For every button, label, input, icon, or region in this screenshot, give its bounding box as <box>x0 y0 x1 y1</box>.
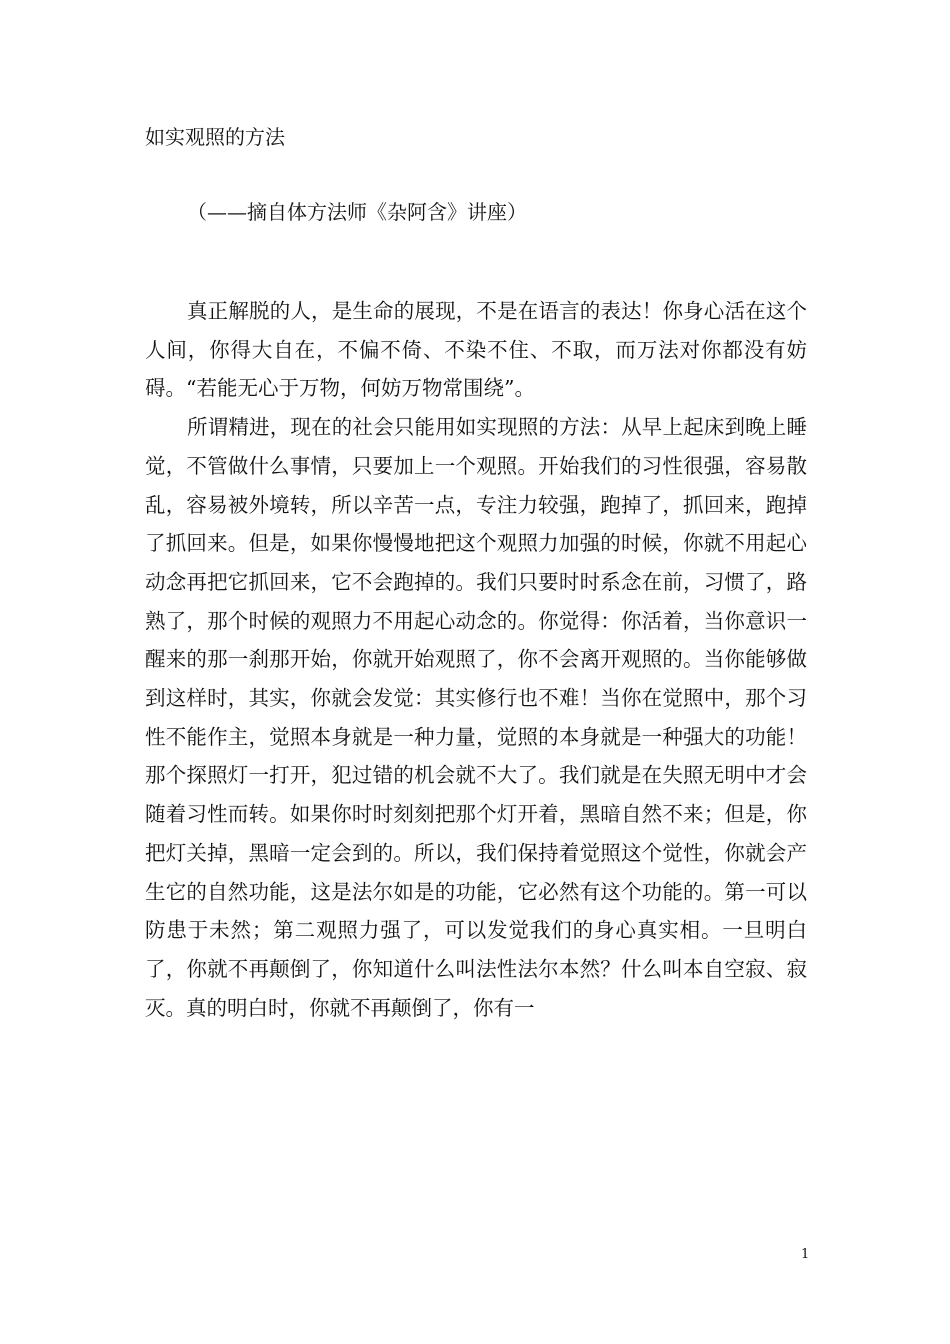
paragraph-1: 真正解脱的人，是生命的展现，不是在语言的表达！你身心活在这个人间，你得大自在，不偏不倚、不染不住、不取，而万法对你都没有妨碍。“若能无心于万物，何妨万物常围绕”。 <box>145 299 807 401</box>
document-body <box>145 292 807 1027</box>
paragraph-2: 所谓精进，现在的社会只能用如实现照的方法：从早上起床到晚上睡觉，不管做什么事情，只要加上一个观照。开始我们的习性很强，容易散乱，容易被外境转，所以辛苦一点，专注力较强，跑掉了，抓回来，跑掉了抓回来。但是，如果你慢慢地把这个观照力加强的时候，你就不用起心动念再把它抓回来，它不会跑掉的。我们只要时时系念在前，习惯了，路熟了，那个时候的观照力不用起心动念的。你觉得：你活着，当你意识一醒来的那一刹那开始，你就开始观照了，你不会离开观照的。当你能够做到这样时，其实，你就会发觉：其实修行也不难！当你在觉照中，那个习性不能作主，觉照本身就是一种力量，觉照的本身就是一种强大的功能！那个探照灯一打开，犯过错的机会就不大了。我们就是在失照无明中才会随着习性而转。如果你时时刻刻把那个灯开着，黑暗自然不来；但是，你把灯关掉，黑暗一定会到的。所以，我们保持着觉照这个觉性，你就会产生它的自然功能，这是法尔如是的功能，它必然有这个功能的。第一可以防患于未然；第二观照力强了，可以发觉我们的身心真实相。一旦明白了，你就不再颠倒了，你知道什么叫法性法尔本然？什么叫本自空寂、寂灭。真的明白时，你就不再颠倒了，你有一 <box>145 415 807 1020</box>
document-subtitle: （——摘自体方法师《杂阿含》讲座） <box>187 200 527 224</box>
page-number: 1 <box>801 1247 810 1262</box>
document-title: 如实观照的方法 <box>145 125 285 149</box>
